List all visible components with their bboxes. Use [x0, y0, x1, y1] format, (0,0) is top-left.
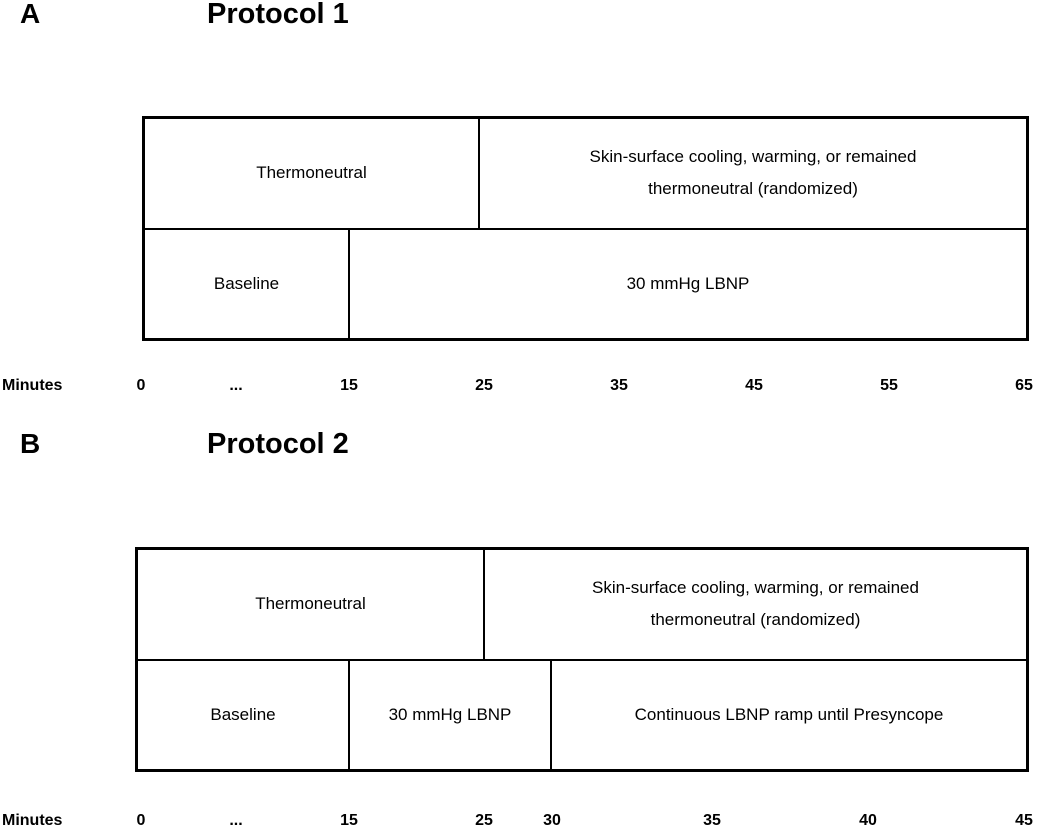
protocol-1-lbnp-cell	[350, 230, 1026, 338]
protocol-2-tick: 25	[475, 812, 493, 829]
cell-label: Baseline	[213, 274, 280, 293]
protocol-1-tick: 55	[880, 377, 898, 394]
protocol-1-tick: 35	[610, 377, 628, 394]
cell-label: Continuous LBNP ramp until Presyncope	[634, 705, 944, 724]
protocol-2-skin-temperature-cell	[485, 550, 1026, 658]
cell-label: 30 mmHg LBNP	[626, 274, 750, 293]
cell-label: Baseline	[210, 705, 276, 724]
protocol-1-baseline-cell	[145, 230, 348, 338]
cell-label-line-2: thermoneutral (randomized)	[650, 610, 861, 629]
cell-label-line-1: Skin-surface cooling, warming, or remained	[589, 147, 917, 166]
protocol-1-tick: 45	[745, 377, 763, 394]
protocol-2-tick: ...	[229, 812, 243, 829]
protocol-1-tick: 15	[340, 377, 358, 394]
panel-letter-b: B	[20, 428, 41, 459]
protocol-2-baseline-cell	[138, 661, 348, 769]
protocol-2-tick: 45	[1015, 812, 1033, 829]
cell-label: 30 mmHg LBNP	[388, 705, 512, 724]
protocol-2-lbnp-cell	[350, 661, 550, 769]
protocol-2-tick: 35	[703, 812, 721, 829]
protocol-1-tick: 65	[1015, 377, 1033, 394]
protocol-1-minutes-label: Minutes	[2, 377, 63, 394]
protocol-1-title: Protocol 1	[207, 0, 349, 30]
cell-label-line-1: Skin-surface cooling, warming, or remained	[592, 578, 919, 597]
protocol-2-tick: 15	[340, 812, 358, 829]
protocol-1-tick: ...	[229, 377, 243, 394]
protocol-1-tick: 25	[475, 377, 493, 394]
panel-letter-a: A	[20, 0, 41, 29]
protocol-1-tick: 0	[136, 377, 146, 394]
protocol-2-tick: 0	[136, 812, 146, 829]
protocol-2-tick: 40	[859, 812, 877, 829]
protocol-2-title: Protocol 2	[207, 428, 349, 460]
cell-label: Thermoneutral	[256, 163, 367, 182]
protocol-1-skin-temperature-cell	[480, 119, 1026, 227]
cell-label-line-2: thermoneutral (randomized)	[648, 179, 858, 198]
protocol-2-minutes-label: Minutes	[2, 812, 63, 829]
protocol-2-lbnp-ramp-cell	[552, 661, 1026, 769]
cell-label: Thermoneutral	[255, 594, 366, 613]
protocol-1-thermoneutral-cell	[145, 119, 478, 227]
protocol-2-thermoneutral-cell	[138, 550, 483, 658]
protocol-2-tick: 30	[543, 812, 561, 829]
